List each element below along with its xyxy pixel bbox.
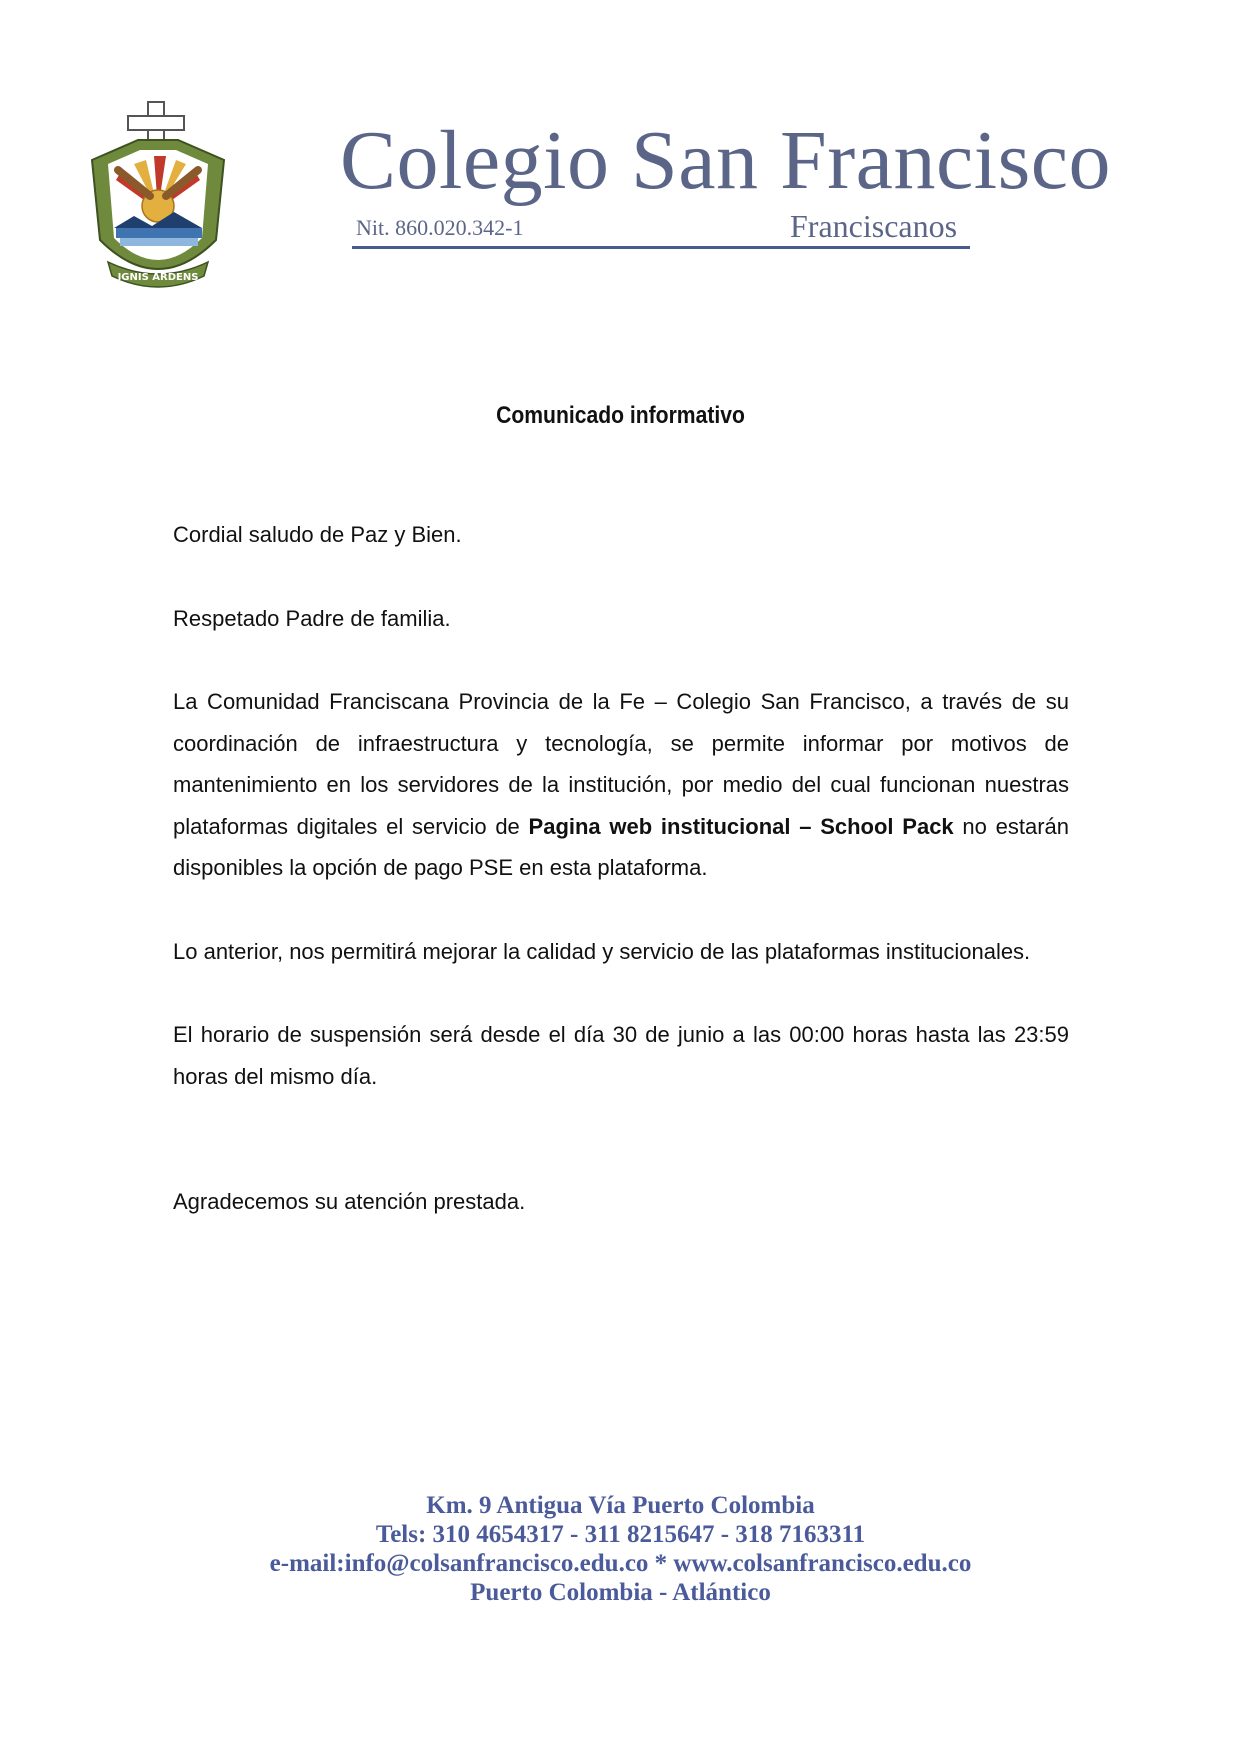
header-divider	[352, 246, 970, 249]
paragraph-text: La Comunidad Franciscana Provincia de la Fe – Colegio San Francisco, a través de su coordinación de infraestructura y tecnología, se permite informar por motivos de mantenimiento en los servidores de la institución, por medio del cual funcionan nuestras plataformas digitales el servicio de	[173, 689, 1069, 839]
document-title: Comunicado informativo	[496, 402, 745, 429]
footer-address: Km. 9 Antigua Vía Puerto Colombia	[426, 1492, 815, 1519]
closing-line: Agradecemos su atención prestada.	[173, 1189, 526, 1214]
school-crest	[78, 100, 238, 300]
paragraph-benefit: Lo anterior, nos permitirá mejorar la calidad y servicio de las plataformas institucionales.	[173, 938, 1031, 964]
footer-phones: Tels: 310 4654317 - 311 8215647 - 318 7163311	[375, 1521, 866, 1548]
salutation: Respetado Padre de familia.	[173, 605, 451, 631]
religious-order: Franciscanos	[790, 208, 958, 244]
footer-email-web: e-mail:info@colsanfrancisco.edu.co * www.colsanfrancisco.edu.co	[269, 1550, 972, 1577]
paragraph-schedule: El horario de suspensión será desde el día 30 de junio a las 00:00 horas hasta las 23:59 horas del mismo día.	[173, 1022, 1069, 1089]
svg-text:IGNIS ARDENS: IGNIS ARDENS	[117, 272, 199, 283]
footer-city: Puerto Colombia - Atlántico	[470, 1579, 771, 1606]
crest-emblem-icon	[78, 100, 238, 300]
school-name: Colegio San Francisco	[340, 114, 1112, 207]
paragraph-maintenance	[173, 681, 1069, 889]
document-body	[173, 514, 1069, 1265]
greeting: Cordial saludo de Paz y Bien.	[173, 522, 462, 547]
paragraph-text: no estarán disponibles la opción de pago PSE en esta plataforma.	[173, 813, 1070, 880]
service-name: Pagina web institucional – School Pack	[528, 813, 954, 839]
tax-id: Nit. 860.020.342-1	[356, 215, 524, 240]
footer-contact	[0, 1491, 1241, 1607]
